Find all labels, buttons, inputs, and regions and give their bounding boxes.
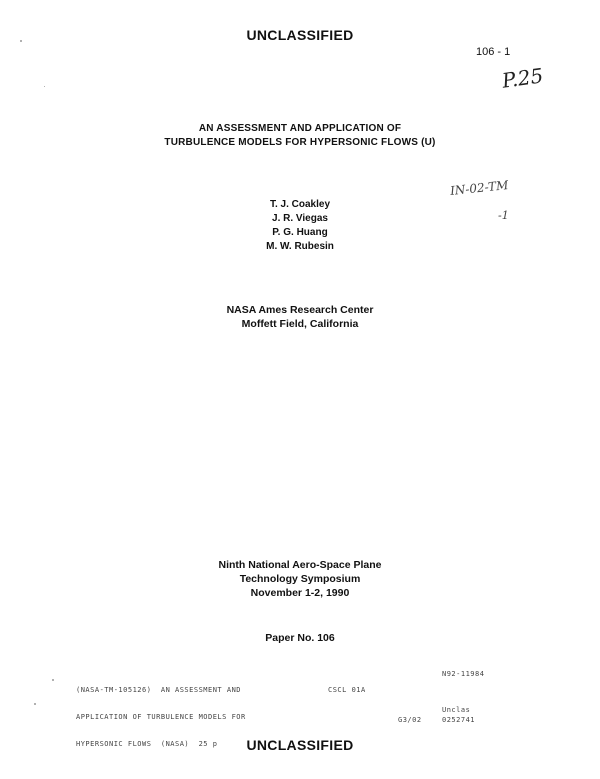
handwritten-page-count: P.25 [500,63,545,93]
bottom-classification: UNCLASSIFIED [246,737,354,753]
author-name: P. G. Huang [272,227,328,238]
catalog-line: (NASA-TM-105126) AN ASSESSMENT AND [76,686,242,694]
affiliation-location: Moffett Field, California [241,318,359,330]
author-name: J. R. Viegas [272,213,328,224]
handwritten-mark: -1 [498,209,509,222]
author-list [250,198,350,254]
handwritten-category-code: IN-02-TM [449,177,510,199]
unclas-label: Unclas [442,706,471,714]
author-name: T. J. Coakley [269,199,331,210]
scan-speck [52,679,54,681]
title-line-2: TURBULENCE MODELS FOR HYPERSONIC FLOWS (U) [164,137,436,148]
catalog-number: 0252741 [442,716,476,724]
author-name: M. W. Rubesin [266,241,334,252]
scan-speck [20,40,22,42]
paper-number: Paper No. 106 [265,632,335,644]
document-number: 106 - 1 [476,46,511,58]
affiliation-org: NASA Ames Research Center [226,304,374,316]
catalog-group: G3/02 [398,716,422,724]
event-block [0,558,600,600]
event-date: November 1-2, 1990 [250,587,350,599]
accession-number: N92-11984 [442,670,485,678]
scan-speck [34,703,36,705]
catalog-line: HYPERSONIC FLOWS (NASA) 25 p [76,740,218,748]
affiliation [0,303,600,331]
scan-speck [44,86,45,87]
top-classification: UNCLASSIFIED [246,27,354,43]
catalog-cscl: CSCL 01A [328,686,366,694]
catalog-line: APPLICATION OF TURBULENCE MODELS FOR [76,713,246,721]
event-subtitle: Technology Symposium [239,573,361,585]
title-line-1: AN ASSESSMENT AND APPLICATION OF [198,123,402,134]
event-name: Ninth National Aero-Space Plane [218,559,382,571]
